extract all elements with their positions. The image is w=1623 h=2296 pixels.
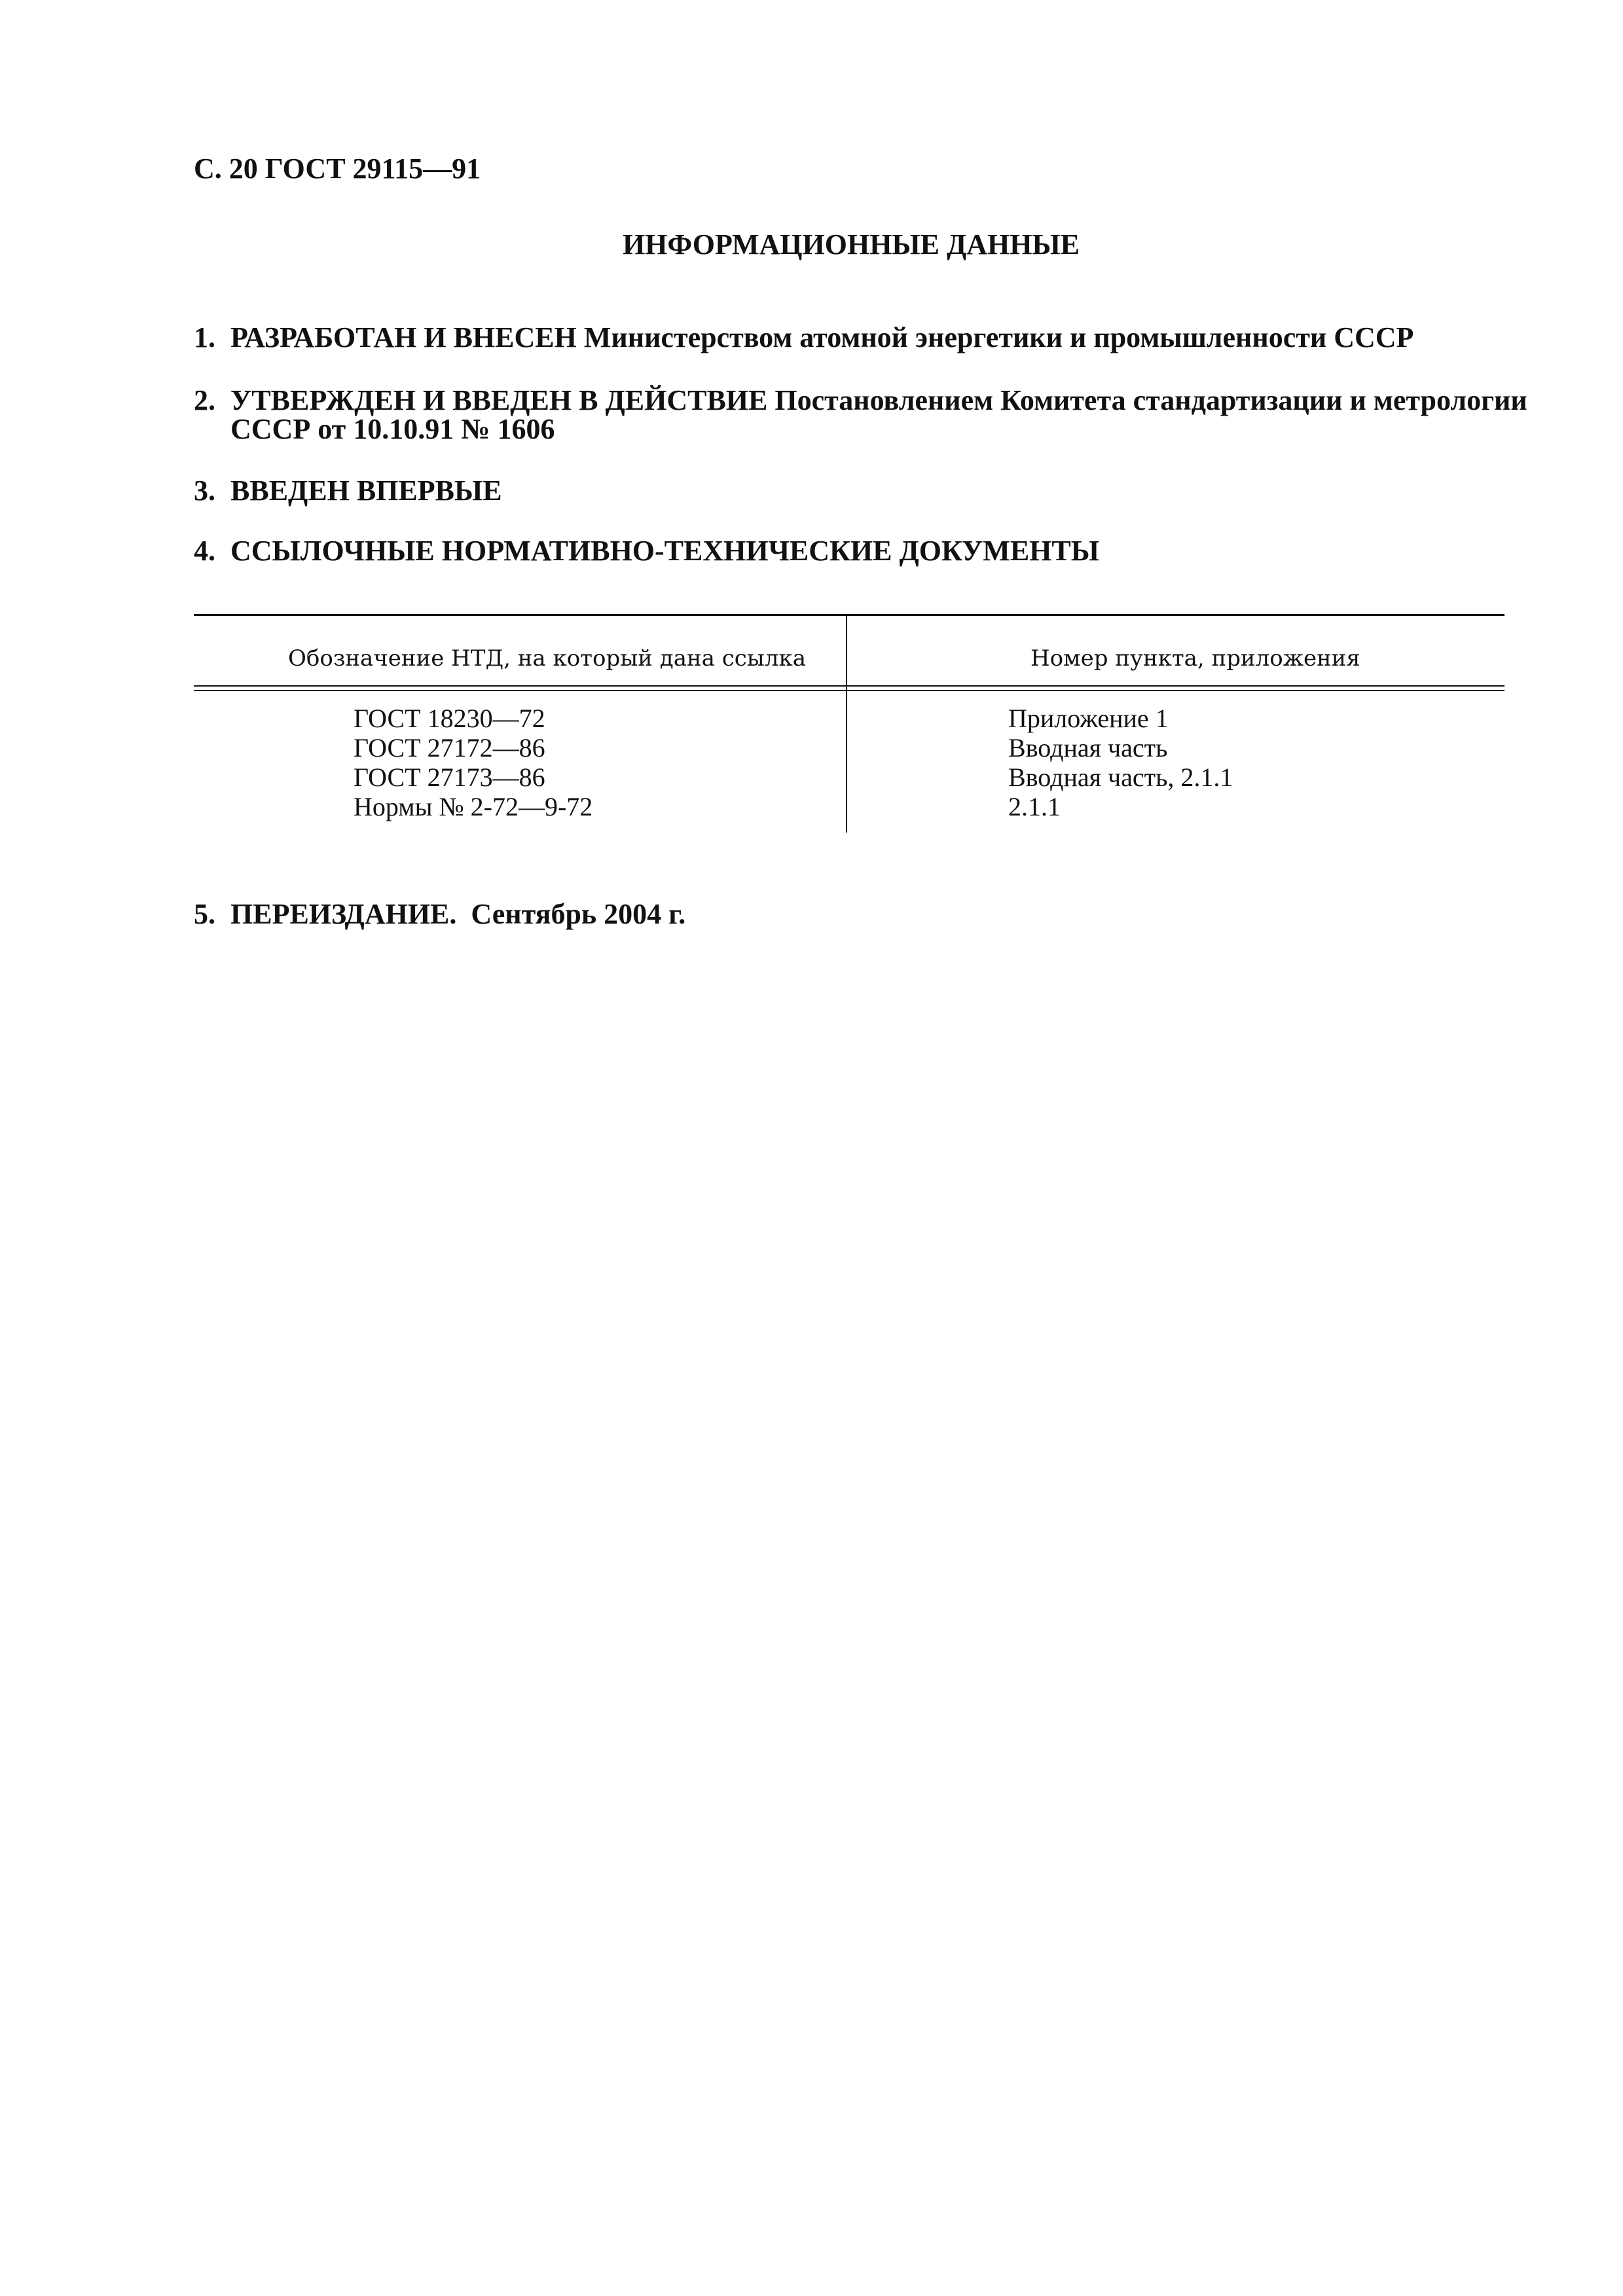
table-header-designation: Обозначение НТД, на который дана ссылка [288, 645, 806, 672]
table-cell: Приложение 1 [1008, 704, 1169, 733]
info-item-4 [194, 537, 1529, 565]
table-header-rule-top [194, 685, 1504, 687]
item-label: УТВЕРЖДЕН И ВВЕДЕН В ДЕЙСТВИЕ [230, 384, 768, 416]
item-text: Сентябрь 2004 г. [471, 898, 686, 930]
item-number: 4. [194, 535, 215, 567]
table-column-divider [846, 615, 847, 833]
page-header: С. 20 ГОСТ 29115—91 [194, 152, 481, 185]
item-number: 5. [194, 898, 215, 930]
item-label: ССЫЛОЧНЫЕ НОРМАТИВНО-ТЕХНИЧЕСКИЕ ДОКУМЕНТЫ [230, 535, 1099, 567]
table-cell: Вводная часть, 2.1.1 [1008, 762, 1233, 792]
info-item-1 [194, 323, 1529, 352]
table-top-rule [194, 614, 1504, 616]
table-header-rule-bottom [194, 690, 1504, 691]
table-cell: Нормы № 2-72—9-72 [354, 792, 593, 821]
table-cell: ГОСТ 27172—86 [354, 733, 545, 762]
table-cell: Вводная часть [1008, 733, 1168, 762]
table-column-designations [354, 704, 593, 821]
item-text: Постановлением Комитета стандартизации и метрологии СССР от 10.10.91 № 1606 [230, 384, 1527, 445]
item-label: РАЗРАБОТАН И ВНЕСЕН [230, 321, 577, 353]
info-item-5 [194, 900, 1529, 929]
table-header-clause: Номер пункта, приложения [1030, 645, 1360, 672]
item-text: Министерством атомной энергетики и промышленности СССР [583, 321, 1414, 353]
item-label: ПЕРЕИЗДАНИЕ. [230, 898, 457, 930]
table-cell: ГОСТ 27173—86 [354, 762, 545, 792]
info-item-2 [194, 386, 1529, 444]
table-cell: ГОСТ 18230—72 [354, 704, 545, 733]
page-title: ИНФОРМАЦИОННЫЕ ДАННЫЕ [622, 228, 1080, 260]
item-label: ВВЕДЕН ВПЕРВЫЕ [230, 475, 502, 507]
item-number: 1. [194, 321, 215, 353]
item-number: 2. [194, 384, 215, 416]
info-item-3 [194, 476, 1529, 505]
item-number: 3. [194, 475, 215, 507]
table-cell: 2.1.1 [1008, 792, 1061, 821]
table-column-clauses [1008, 704, 1233, 821]
